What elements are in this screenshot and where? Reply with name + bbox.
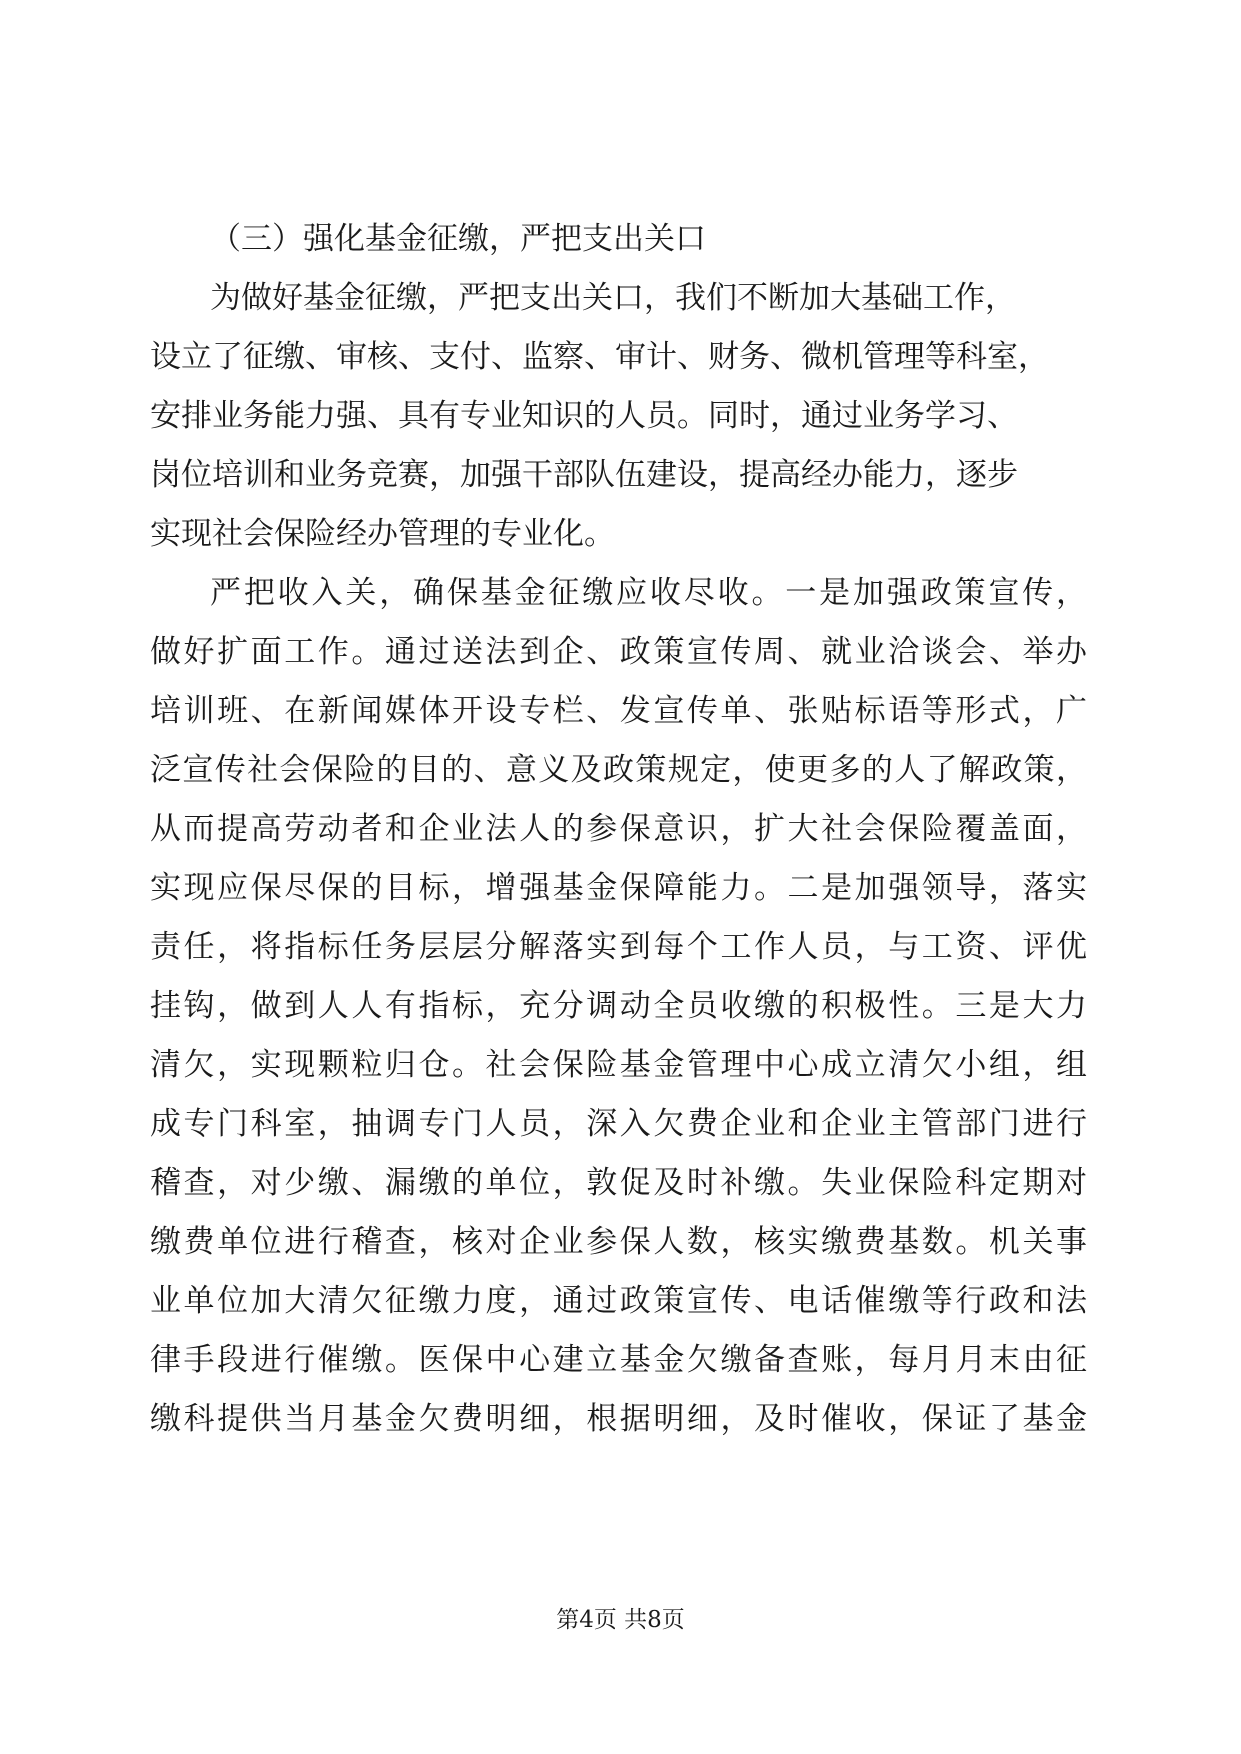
paragraph-1-line-2: 设立了征缴、审核、支付、监察、审计、财务、微机管理等科室， xyxy=(150,339,1049,375)
paragraph-1-line-1: 为做好基金征缴，严把支出关口，我们不断加大基础工作， xyxy=(210,280,1016,316)
paragraph-1-line-5: 实现社会保险经办管理的专业化。 xyxy=(150,516,615,552)
paragraph-2-line-15: 缴科提供当月基金欠费明细，根据明细，及时催收，保证了基金 xyxy=(150,1401,1087,1437)
paragraph-2-line-8: 挂钩，做到人人有指标，充分调动全员收缴的积极性。三是大力 xyxy=(150,988,1087,1024)
paragraph-2-line-3: 培训班、在新闻媒体开设专栏、发宣传单、张贴标语等形式，广 xyxy=(150,693,1087,729)
paragraph-2-line-4: 泛宣传社会保险的目的、意义及政策规定，使更多的人了解政策， xyxy=(150,752,1087,788)
paragraph-2-line-6: 实现应保尽保的目标，增强基金保障能力。二是加强领导，落实 xyxy=(150,870,1087,906)
paragraph-2-line-10: 成专门科室，抽调专门人员，深入欠费企业和企业主管部门进行 xyxy=(150,1106,1087,1142)
paragraph-2-line-9: 清欠，实现颗粒归仓。社会保险基金管理中心成立清欠小组，组 xyxy=(150,1047,1087,1083)
section-heading: （三）强化基金征缴，严把支出关口 xyxy=(210,221,706,257)
paragraph-1-line-4: 岗位培训和业务竞赛，加强干部队伍建设，提高经办能力，逐步 xyxy=(150,457,1018,493)
paragraph-2-line-11: 稽查，对少缴、漏缴的单位，敦促及时补缴。失业保险科定期对 xyxy=(150,1165,1087,1201)
page-number-footer: 第4页 共8页 xyxy=(556,1607,685,1633)
paragraph-2-line-7: 责任，将指标任务层层分解落实到每个工作人员，与工资、评优 xyxy=(150,929,1087,965)
paragraph-2-line-14: 律手段进行催缴。医保中心建立基金欠缴备查账，每月月末由征 xyxy=(150,1342,1087,1378)
paragraph-1-line-3: 安排业务能力强、具有专业知识的人员。同时，通过业务学习、 xyxy=(150,398,1018,434)
paragraph-2-line-13: 业单位加大清欠征缴力度，通过政策宣传、电话催缴等行政和法 xyxy=(150,1283,1087,1319)
paragraph-2-line-12: 缴费单位进行稽查，核对企业参保人数，核实缴费基数。机关事 xyxy=(150,1224,1087,1260)
paragraph-2-line-2: 做好扩面工作。通过送法到企、政策宣传周、就业洽谈会、举办 xyxy=(150,634,1087,670)
paragraph-2-line-5: 从而提高劳动者和企业法人的参保意识，扩大社会保险覆盖面， xyxy=(150,811,1087,847)
paragraph-2-line-1: 严把收入关，确保基金征缴应收尽收。一是加强政策宣传， xyxy=(210,575,1087,611)
